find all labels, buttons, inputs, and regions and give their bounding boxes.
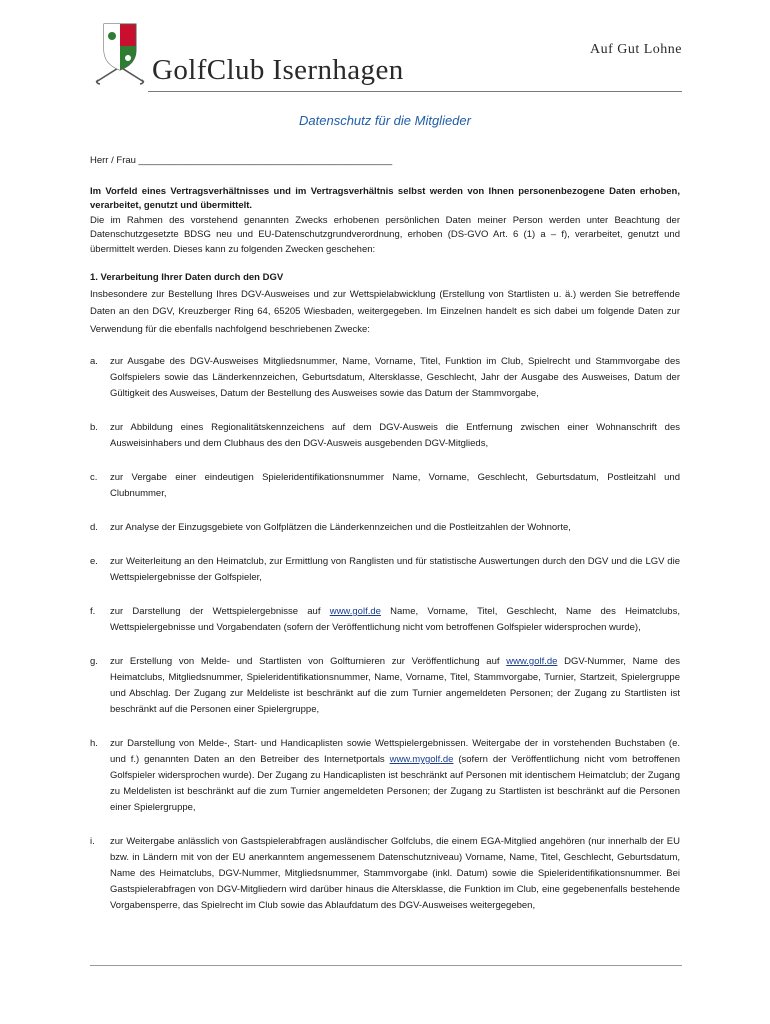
list-item-text: zur Weiterleitung an den Heimatclub, zur Ermittlung von Ranglisten und für statistische Auswertungen durch den DGV und die LGV die Wettspielergebnisse der Golfspieler,	[110, 556, 680, 583]
list-item-label: g.	[90, 656, 98, 667]
list-item	[90, 604, 680, 636]
list-item-text: zur Vergabe einer eindeutigen Spieleridentifikationsnummer Name, Vorname, Geschlecht, Geburtsdatum, Postleitzahl und Clubnummer,	[110, 472, 680, 499]
golf-de-link[interactable]: www.golf.de	[329, 606, 381, 617]
header-divider	[148, 91, 682, 92]
list-item-label: i.	[90, 836, 95, 847]
list-item	[90, 834, 680, 914]
salutation-line: Herr / Frau ________________________________________________	[90, 155, 393, 166]
list-item	[90, 654, 680, 718]
document-title: Datenschutz für die Mitglieder	[299, 113, 471, 128]
document-body	[90, 154, 680, 932]
list-item-label: d.	[90, 522, 98, 533]
golf-de-link[interactable]: www.golf.de	[506, 656, 558, 667]
list-item	[90, 420, 680, 452]
list-item	[90, 736, 680, 816]
mygolf-de-link[interactable]: www.mygolf.de	[389, 754, 454, 765]
list-item-label: c.	[90, 472, 98, 483]
purpose-list	[90, 354, 680, 914]
list-item-text	[110, 604, 680, 636]
list-item-text-start: zur Darstellung von Melde-, Start- und Handicaplisten sowie Wettspielergebnissen. Weitergabe der in vorstehenden Buchstaben (e. und f.) genannten Daten an den Betreiber des Internetportals	[110, 738, 680, 765]
list-item-text: zur Analyse der Einzugsgebiete von Golfplätzen die Länderkennzeichen und die Postleitzahlen der Wohnorte,	[110, 522, 571, 533]
list-item-text	[110, 654, 680, 718]
intro-paragraph: Die im Rahmen des vorstehend genannten Zwecks erhobenen persönlichen Daten meiner Person werden unter Beachtung der Datenschutzgesetzte BDSG neu und EU-Datenschutzgrundverordnung, erhoben (DS-GVO Art. 6 (1) a – f), verarbeitet, genutzt und übermittelt werden. Dieses kann zu folgenden Zwecken geschehen:	[90, 214, 680, 255]
club-name: GolfClub Isernhagen	[152, 54, 404, 86]
list-item-text-start: zur Erstellung von Melde- und Startlisten von Golfturnieren zur Veröffentlichung auf	[110, 656, 507, 667]
list-item-text: zur Weitergabe anlässlich von Gastspielerabfragen ausländischer Golfclubs, die einem EGA-Mitglied angehören (nur innerhalb der EU bzw. in Ländern mit von der EU anerkanntem angemessenem Datenschutzniveau) Vorname, Name, Titel, Geschlecht, Geburtsdatum, Name des Heimatclubs, DGV-Nummer, Mitgliedsnummer, Stammvorgabe (inkl. Datum) sowie die Spieleridentifikationsnummer. Bei Gastspielerabfragen von DGV-Mitgliedern wird darüber hinaus die Altersklasse, die Funktion im Club, eine gegebenenfalls bestehende Vorgabensperre, das Spielrecht im Club sowie das Ablaufdatum des DGV-Ausweises weitergegeben,	[110, 836, 680, 911]
list-item-text-rest: DGV-Nummer, Name des Heimatclubs, Mitgliedsnummer, Spieleridentifikationsnummer, Name, Vorname, Titel, Stammvorgabe, Turnier, Startzeit, Spielergruppe und Abschlag. Der Zugang zur Meldeliste ist beschränkt auf die zum Turnier angemeldeten Personen; der Zugang zu Startlisten ist beschränkt auf die Personen einer Spielergruppe,	[110, 656, 680, 715]
club-subtitle: Auf Gut Lohne	[589, 42, 682, 57]
list-item	[90, 554, 680, 586]
letterhead	[88, 18, 686, 94]
list-item-label: a.	[90, 356, 98, 367]
section-heading: 1. Verarbeitung Ihrer Daten durch den DGV	[90, 272, 284, 283]
list-item-text	[110, 736, 680, 816]
list-item	[90, 520, 680, 536]
intro-bold-paragraph: Im Vorfeld eines Vertragsverhältnisses und im Vertragsverhältnis selbst werden von Ihnen personenbezogene Daten erhoben, verarbeitet, genutzt und übermittelt.	[90, 185, 680, 211]
list-item	[90, 470, 680, 502]
list-item-text: zur Ausgabe des DGV-Ausweises Mitgliedsnummer, Name, Vorname, Titel, Funktion im Club, Spielrecht und Stammvorgabe des Golfspielers sowie das Länderkennzeichen, Geburtsdatum, Altersklasse, Geschlecht, Jahr der Ausgabe des Ausweises, Datum der Gültigkeit des Ausweises, Datum der Bestellung des Ausweises sowie das Datum der Stammvorgabe,	[110, 356, 680, 399]
list-item-label: h.	[90, 738, 98, 749]
list-item-label: f.	[90, 606, 96, 617]
list-item-text-rest: Name, Vorname, Titel, Geschlecht, Name des Heimatclubs, Wettspielergebnisse und Vorgabendaten (sofern der Veröffentlichung nicht vom betroffenen Golfspieler widersprochen wurde),	[110, 606, 680, 633]
list-item-text-start: zur Darstellung der Wettspielergebnisse auf	[110, 606, 330, 617]
list-item-text: zur Abbildung eines Regionalitätskennzeichens auf dem DGV-Ausweis die Entfernung zwischen einer Wohnanschrift des Ausweisinhabers und dem Clubhaus des den DGV-Ausweis ausgebenden DGV-Mitglieds,	[110, 422, 680, 449]
list-item-label: e.	[90, 556, 98, 567]
list-item	[90, 354, 680, 402]
list-item-label: b.	[90, 422, 98, 433]
list-item-text-rest: (sofern der Veröffentlichung nicht vom betroffenen Golfspieler widersprochen wurde). Der Zugang zu Handicaplisten ist beschränkt auf Personen mit identischem Heimatclub; der Zugang zu Meldelisten ist beschränkt auf die zum Turnier angemeldeten Personen; der Zugang zu Startlisten ist beschränkt auf die Personen einer Spielergruppe,	[110, 754, 680, 813]
section-paragraph: Insbesondere zur Bestellung Ihres DGV-Ausweises und zur Wettspielabwicklung (Erstellung von Startlisten u. ä.) werden Sie betreffende Daten an den DGV, Kreuzberger Ring 64, 65205 Wiesbaden, weitergegeben. Im Einzelnen handelt es sich dabei um folgende Daten zur Verwendung für die ebenfalls nachfolgend beschriebenen Zwecke:	[90, 288, 680, 335]
footer-divider	[90, 965, 682, 966]
club-crest-logo	[94, 20, 146, 86]
